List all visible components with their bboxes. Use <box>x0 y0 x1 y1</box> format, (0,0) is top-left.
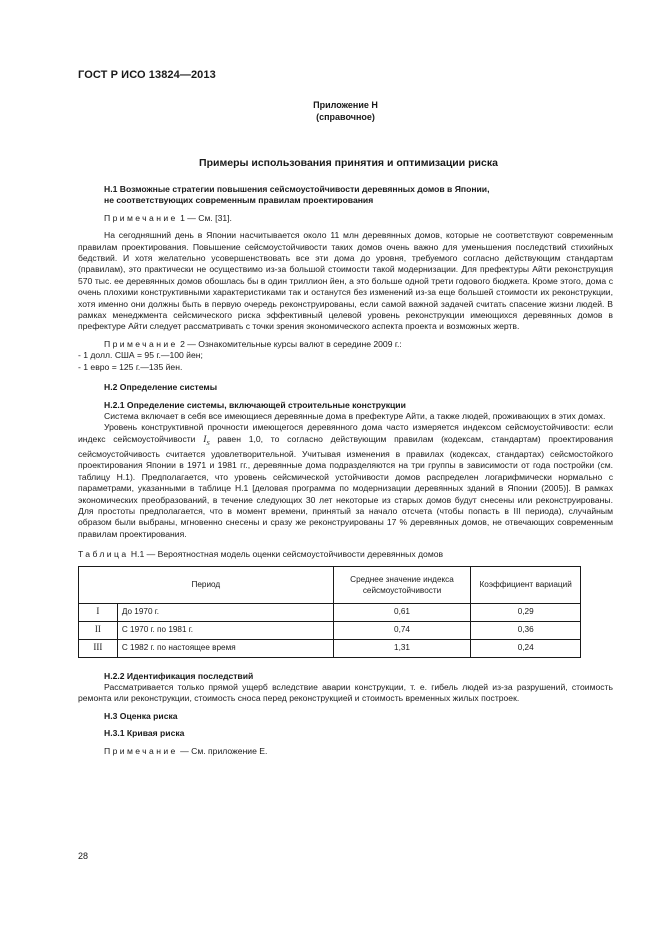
note-1-text: 1 — См. [31]. <box>177 212 232 223</box>
row-roman: II <box>79 621 118 639</box>
seismic-index-symbol: $I_S$ <box>203 434 210 447</box>
row-period: С 1982 г. по настоящее время <box>117 639 333 657</box>
row-cv: 0,24 <box>471 639 581 657</box>
appendix-note: (справочное) <box>316 112 375 122</box>
note-2 <box>78 339 613 350</box>
table-caption <box>78 549 613 560</box>
header-period: Период <box>79 566 334 603</box>
standard-header: ГОСТ Р ИСО 13824—2013 <box>78 69 216 81</box>
section-h22-paragraph: Рассматривается только прямой ущерб вследствие аварии конструкции, т. е. гибель людей из-за разрушений, стоимость ремонта или реконструкции, стоимость сноса перед реконструкцией и стоимость временных жилых построек. <box>78 682 613 704</box>
section-h31-heading: Н.3.1 Кривая риска <box>104 728 185 739</box>
note-1 <box>78 213 613 224</box>
row-cv: 0,29 <box>471 603 581 621</box>
table-caption-label: Таблица <box>78 549 129 560</box>
note-2-text: 2 — Ознакомительные курсы валют в середине 2009 г.: <box>177 338 402 349</box>
row-period: С 1970 г. по 1981 г. <box>117 621 333 639</box>
section-h1-paragraph: На сегодняшний день в Японии насчитывается около 11 млн деревянных домов, которые не соответствуют современным правилам проектирования. Повышение сейсмоустойчивости таких домов очень важно для уменьшения последствий стихийных бедствий. И хотя желательно усовершенствовать все эти дома до уровня, требуемого согласно действующим стандартам (правилам), это практически не осуществимо из-за большой стоимости такой модернизации. Для префектуры Айти реконструкция 570 тыс. ее деревянных домов обошлась бы в один триллион йен, а это больше одной трети годового бюджета. Кроме этого, дома с очень плохими конструктивными характеристиками так и останутся без изменений из-за еще большей стоимости их реконструкции, хотя именно они должны быть в первую очередь реконструированы, если самой важной задачей считать спасение жизни людей. В рамках менеджмента сейсмического риска эффективный целевой уровень реконструкции имеющихся деревянных домов в префектуре Айти следует рассматривать с точки зрения экономического аспекта проекта и возможных жертв. <box>78 230 613 332</box>
section-h21-paragraph-1: Система включает в себя все имеющиеся деревянные дома в префектуре Айти, а также людей, проживающих в этих домах. <box>104 410 606 421</box>
table-row <box>79 639 581 657</box>
seismic-model-table <box>78 566 581 658</box>
appendix-label <box>0 99 661 123</box>
table-row <box>79 621 581 639</box>
table-header-row <box>79 566 581 603</box>
main-title: Примеры использования принятия и оптимизации риска <box>199 157 498 169</box>
note-2-label: Примечание <box>104 338 178 349</box>
row-roman: I <box>79 603 118 621</box>
appendix-title: Приложение Н <box>313 100 378 110</box>
section-h1-heading-line2: не соответствующих современным правилам проектирования <box>104 195 374 206</box>
page-number: 28 <box>78 851 89 861</box>
section-h21-paragraph-2: Уровень конструктивной прочности имеющегося деревянного дома часто измеряется индексом сейсмоустойчивости: если индекс сейсмоустойчивости $I_S$ равен 1,0, то согласно действующим правилам (кодексам, стандартам) проектирования сейсмоустойчивость считается удовлетворительной. Учитывая изменения в правилах (кодексах, стандартах) сейсмостойкого проектирования Японии в 1971 и 1981 гг., деревянные дома подразделяются на три группы в зависимости от года постройки (см. таблицу Н.1). Предполагается, что уровень сейсмической устойчивости домов распределен логарифмически нормально с параметрами, указанными в таблице Н.1 [деловая программа по модернизации деревянных зданий в Японии (2005)]. В рамках экономических преобразований, в течение следующих 30 лет некоторые из старых домов будут снесены или реконструированы. Для простоты предполагается, что в момент времени, принятый за начало отсчета (чтобы попасть в III периода), случайным образом были выбраны, мгновенно снесены и сразу же реконструированы 17 % деревянных домов, не отвечающих современным правилам проектирования. <box>78 422 613 539</box>
section-h3-heading: Н.3 Оценка риска <box>104 710 178 721</box>
section-h21-heading: Н.2.1 Определение системы, включающей строительные конструкции <box>104 399 406 410</box>
header-cv: Коэффициент вариаций <box>471 566 581 603</box>
section-h22-heading: Н.2.2 Идентификация последствий <box>104 670 254 681</box>
table-row <box>79 603 581 621</box>
note-h31 <box>78 746 613 757</box>
note-h31-label: Примечание <box>104 745 178 756</box>
row-mean: 0,74 <box>333 621 471 639</box>
row-roman: III <box>79 639 118 657</box>
section-h2-heading: Н.2 Определение системы <box>104 382 218 393</box>
note-h31-text: — См. приложение Е. <box>177 745 268 756</box>
document-body <box>78 184 613 757</box>
currency-rate-usd: - 1 долл. США = 95 г.—100 йен; <box>78 350 203 361</box>
row-cv: 0,36 <box>471 621 581 639</box>
section-h1-heading-line1: Н.1 Возможные стратегии повышения сейсмоустойчивости деревянных домов в Японии, <box>104 184 490 194</box>
table-caption-text: Н.1 — Вероятностная модель оценки сейсмоустойчивости деревянных домов <box>128 549 444 560</box>
row-mean: 0,61 <box>333 603 471 621</box>
row-period: До 1970 г. <box>117 603 333 621</box>
row-mean: 1,31 <box>333 639 471 657</box>
currency-rate-eur: - 1 евро = 125 г.—135 йен. <box>78 361 183 372</box>
note-1-label: Примечание <box>104 212 178 223</box>
header-mean: Среднее значение индекса сейсмоустойчивости <box>333 566 471 603</box>
